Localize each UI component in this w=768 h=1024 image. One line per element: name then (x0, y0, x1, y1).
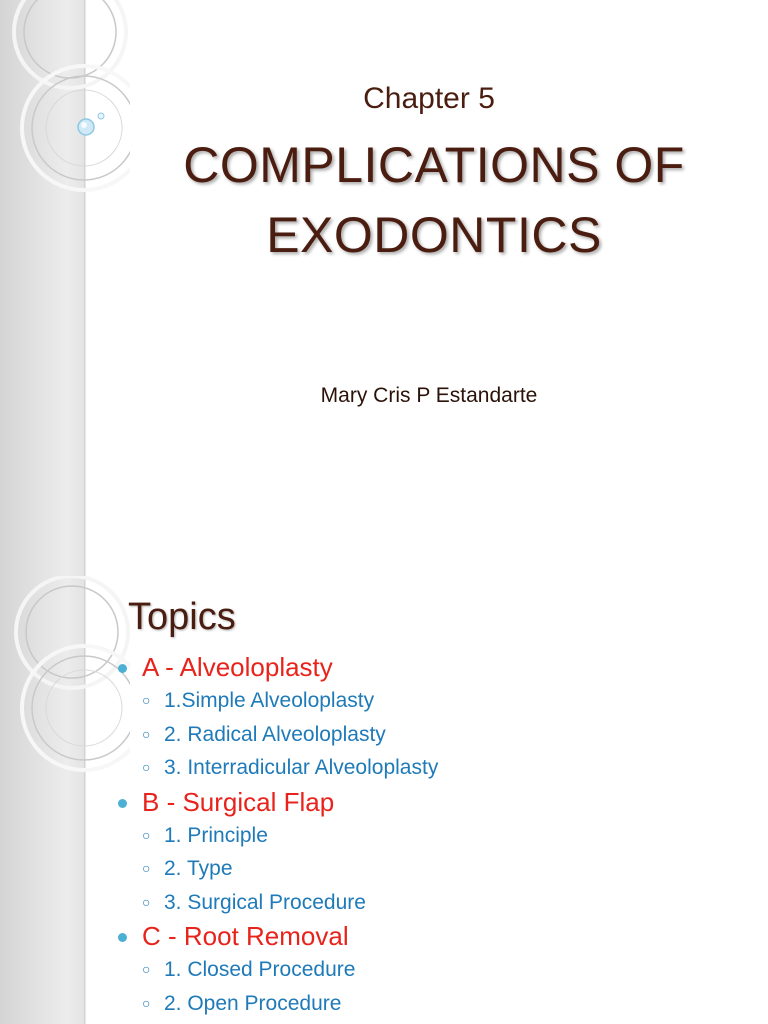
hollow-circle-bullet-icon: ○ (142, 725, 151, 742)
list-item (142, 718, 756, 752)
topics-heading: Topics (128, 596, 236, 638)
list-item-label: 3. Surgical Procedure (164, 890, 366, 914)
section-heading (142, 650, 756, 684)
list-item (142, 987, 756, 1021)
filled-circle-bullet-icon (118, 799, 127, 808)
section-label: A - Alveoloplasty (142, 652, 333, 682)
hollow-circle-bullet-icon: ○ (142, 759, 151, 775)
hollow-circle-bullet-icon: ○ (142, 893, 151, 910)
hollow-circle-bullet-icon: ○ (142, 860, 151, 876)
hollow-circle-bullet-icon: ○ (142, 692, 151, 708)
list-item-label: 2. Radical Alveoloplasty (164, 722, 386, 746)
sub-list (142, 819, 756, 920)
hollow-circle-bullet-icon: ○ (142, 961, 151, 977)
topics-slide (0, 576, 768, 1024)
list-item-label: 3. Interradicular Alveoloplasty (164, 756, 439, 779)
hollow-circle-bullet-icon: ○ (142, 826, 151, 843)
list-item (142, 751, 756, 785)
section-alveoloplasty (116, 650, 756, 785)
list-item (142, 819, 756, 853)
section-root-removal (116, 919, 756, 1020)
title-line-2: EXODONTICS (266, 207, 602, 263)
rings-decoration-icon (0, 576, 130, 796)
hollow-circle-bullet-icon: ○ (142, 994, 151, 1011)
list-item-label: 2. Type (164, 857, 233, 880)
list-item (142, 852, 756, 886)
list-item (142, 953, 756, 987)
list-item (142, 684, 756, 718)
filled-circle-bullet-icon (118, 664, 127, 673)
chapter-label: Chapter 5 (363, 82, 495, 115)
title-line-1: COMPLICATIONS OF (183, 137, 685, 193)
list-item (142, 886, 756, 920)
section-heading (142, 785, 756, 819)
list-item-label: 1. Closed Procedure (164, 958, 356, 981)
list-item-label: 2. Open Procedure (164, 991, 342, 1015)
list-item-label: 1. Principle (164, 823, 268, 847)
presentation-title (100, 130, 768, 270)
list-item-label: 1.Simple Alveoloplasty (164, 689, 375, 712)
author-name: Mary Cris P Estandarte (320, 384, 538, 407)
section-label: B - Surgical Flap (142, 786, 335, 817)
section-heading (142, 919, 756, 953)
filled-circle-bullet-icon (118, 933, 127, 942)
sub-list (142, 684, 756, 785)
sub-list (142, 953, 756, 1020)
section-label: C - Root Removal (142, 921, 349, 951)
section-surgical-flap (116, 785, 756, 920)
topic-list (116, 650, 756, 1020)
